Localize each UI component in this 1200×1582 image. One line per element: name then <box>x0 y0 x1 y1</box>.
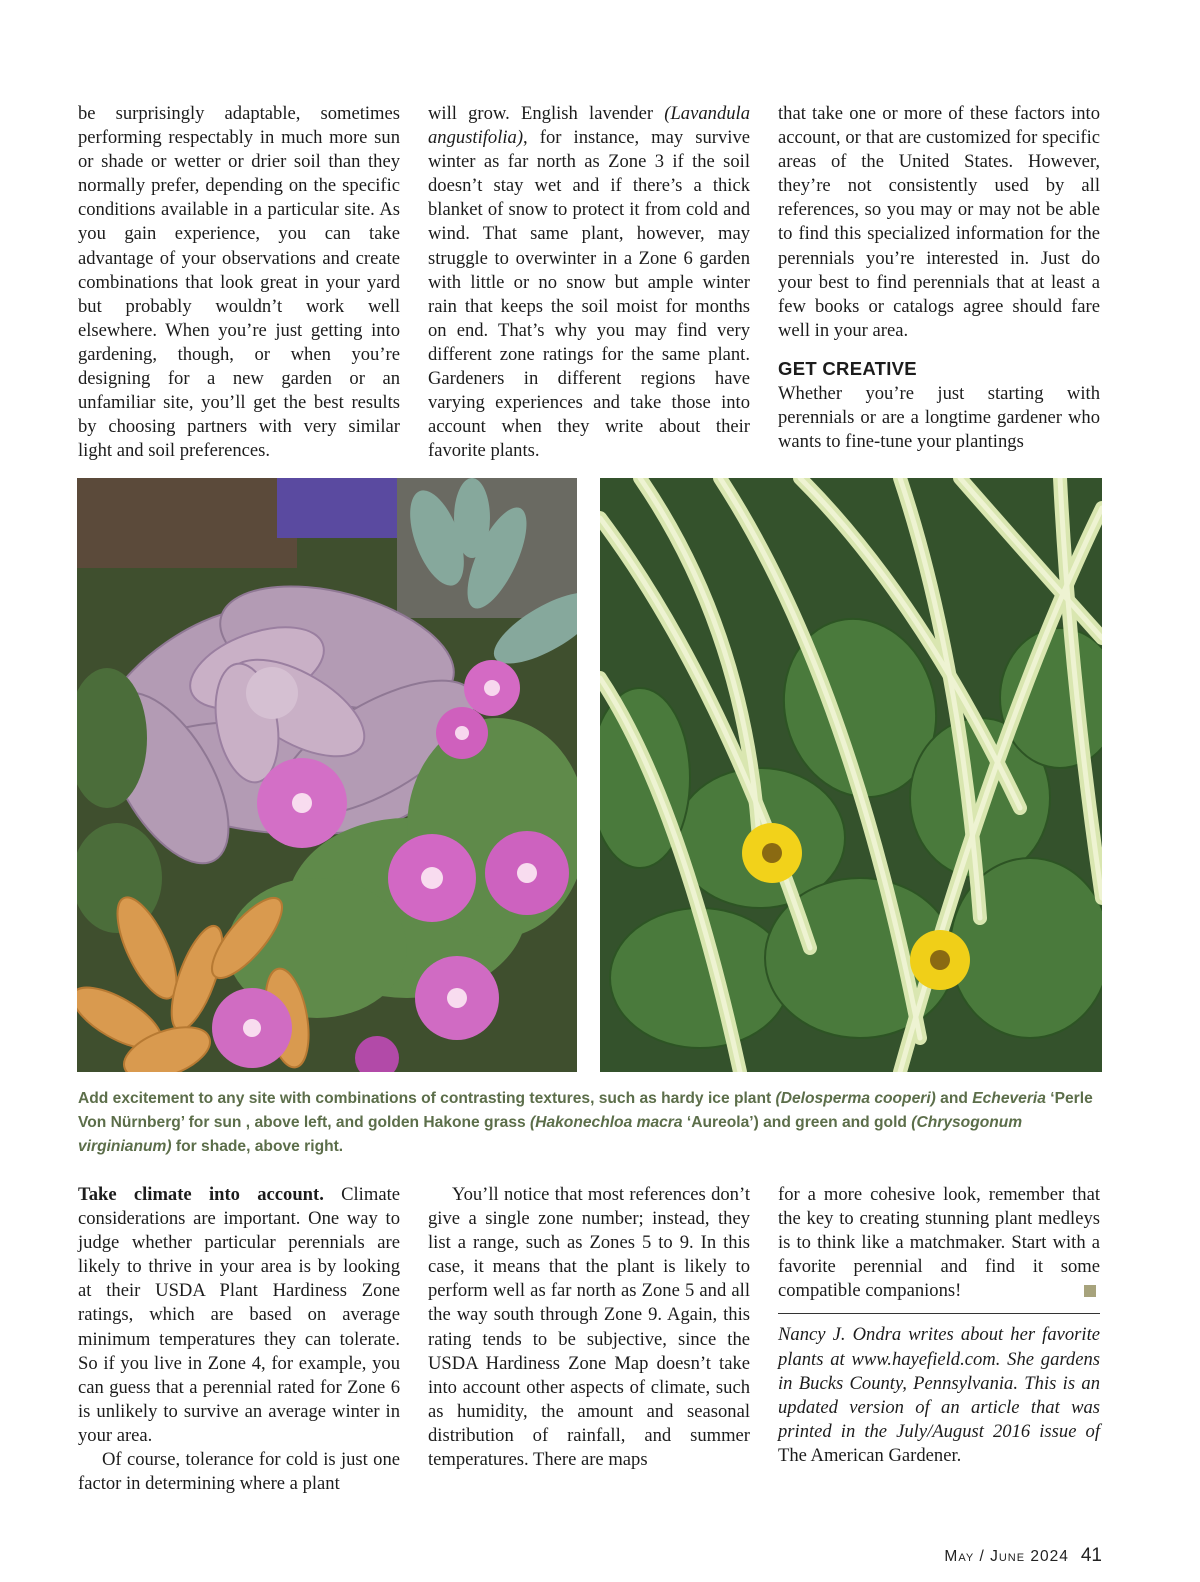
body-text <box>778 1183 1100 1303</box>
body-text: You’ll notice that most references don’t give a single zone number; instead, they list a range, such as Zones 5 to 9. In this case, it means that the plant is likely to perform well as far north as Zone 5 and all the way south through Zone 9. Again, this rating tends to be subjective, since the USDA Hardiness Zone Map doesn’t take into account other aspects of climate, such as humidity, the amount and seasonal distribution of rainfall, and summer temperatures. There are maps <box>428 1184 750 1471</box>
body-text: be surprisingly adaptable, sometimes performing respectably in much more sun or shade or wetter or drier soil than they normally prefer, depending on the specific conditions available in a particular site. As you gain experience, you can take advantage of your observations and create combinations that look great in your yard but probably wouldn’t work well elsewhere. When you’re just getting into gardening, though, or when you’re designing for a new garden or an unfamiliar site, you’ll get the best results by choosing partners with very similar light and soil preferences. <box>78 103 400 462</box>
succulent-photo <box>77 478 577 1072</box>
body-text <box>428 102 750 463</box>
text-run: will grow. English lavender <box>428 103 665 124</box>
body-text: Of course, tolerance for cold is just one factor in determining where a plant <box>78 1449 400 1495</box>
top-column-2 <box>428 102 750 463</box>
grass-photo <box>600 478 1102 1072</box>
section-heading: GET CREATIVE <box>778 357 917 379</box>
text-run: for a more cohesive look, remember that the key to creating stunning plant medleys is to think like a matchmaker. Start with a favorite perennial and find it some compatible companions! <box>778 1184 1100 1302</box>
caption-text: and <box>935 1090 973 1107</box>
caption-text: Add excitement to any site with combinations of contrasting textures, such as hardy ice plant <box>78 1090 776 1107</box>
caption-text: ‘Aureola’) and green and gold <box>682 1114 912 1131</box>
end-mark-icon <box>1084 1285 1096 1297</box>
bio-text: Nancy J. Ondra writes about her favorite plants at www.hayefield.com. She gardens in Bucks County, Pennsylvania. This is an updated version of an article that was printed in the July/August 2016 issue of <box>778 1324 1100 1442</box>
issue-date: May / June 2024 <box>944 1548 1069 1565</box>
body-text <box>78 1183 400 1448</box>
run-in-heading: Take climate into account. <box>78 1184 324 1205</box>
bottom-column-3 <box>778 1183 1100 1468</box>
caption-botanical: Echeveria <box>972 1090 1046 1107</box>
caption-text: ‘Perle Von Nürnberg’ for sun , above left, and golden Hakone grass <box>78 1090 1093 1131</box>
bottom-column-1 <box>78 1183 400 1496</box>
divider <box>778 1313 1100 1314</box>
top-column-3 <box>778 102 1100 454</box>
caption-botanical: (Chrysogonum virginianum) <box>78 1114 1023 1155</box>
text-run: , for instance, may survive winter as far north as Zone 3 if the soil doesn’t stay wet and if there’s a thick blanket of snow to protect it from cold and wind. That same plant, however, may struggle to overwinter in a Zone 6 garden with little or no snow but ample winter rain that keeps the soil moist for months on end. That’s why you may find very different zone ratings for the same plant. Gardeners in different regions have varying experiences and take those into account when they write about their favorite plants. <box>428 127 750 462</box>
page-folio <box>944 1545 1102 1567</box>
author-bio <box>778 1323 1100 1468</box>
caption-text: for shade, above right. <box>171 1138 344 1155</box>
body-text: that take one or more of these factors into account, or that are customized for specific areas of the United States. However, they’re not consistently used by all references, so you may or may not be able to find this specialized information for the perennials you’re interested in. Just do your best to find perennials that at least a few books or catalogs agree should fare well in your area. <box>778 103 1100 341</box>
photo-caption <box>78 1087 1102 1159</box>
body-text: Whether you’re just starting with perennials or are a longtime gardener who wants to fine-tune your plantings <box>778 383 1100 453</box>
page-number: 41 <box>1080 1545 1102 1566</box>
text-run: Climate considerations are important. One way to judge whether particular perennials are likely to thrive in your area is by looking at their USDA Plant Hardiness Zone ratings, which are based on average minimum temperatures they can tolerate. So if you live in Zone 4, for example, you can guess that a perennial rated for Zone 6 is unlikely to survive an average winter in your area. <box>78 1184 400 1446</box>
botanical-name: (Lavandula angustifolia) <box>428 103 750 149</box>
magazine-title: The American Gardener. <box>778 1444 962 1466</box>
bottom-column-2 <box>428 1183 750 1472</box>
top-column-1 <box>78 102 400 463</box>
caption-botanical: (Delosperma cooperi) <box>775 1090 936 1107</box>
caption-botanical: (Hakonechloa macra <box>530 1114 683 1131</box>
